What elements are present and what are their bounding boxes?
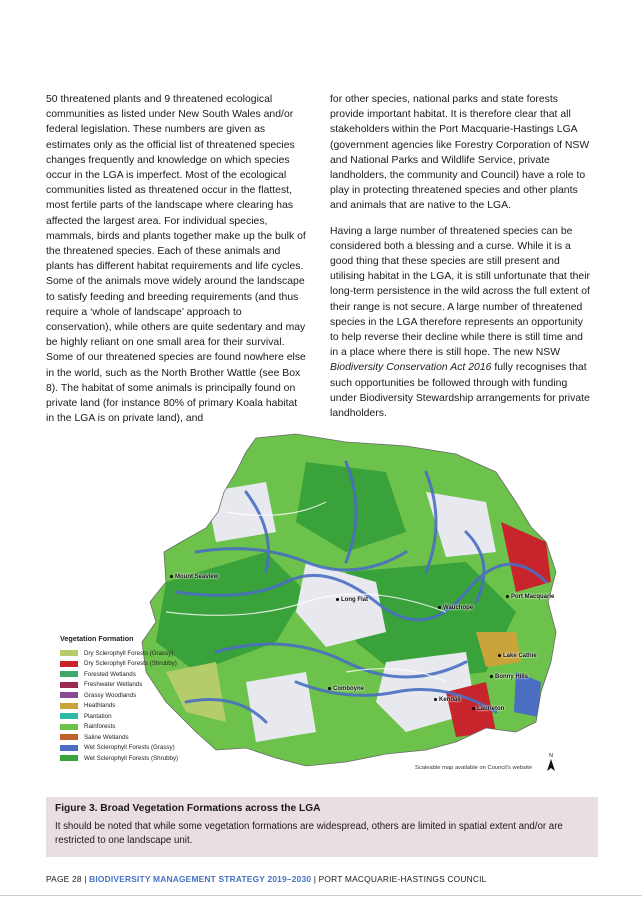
legend-swatch bbox=[60, 692, 78, 698]
town-label: Lake Cathie bbox=[498, 653, 537, 659]
map-note: Scaleable map available on Council's website bbox=[415, 765, 533, 771]
text-span: Having a large number of threatened species can be considered both a blessing and a curse. While it is a good thing that these species are still present and utilising habitat in the LGA, it is still unfortunate that their long-term persistence in the wild across the full extent of their range is not secure. A large number of threatened species in the LGA therefore represents an opportunity to help reverse their decline while there is still time and in a place where there is still hope. The new NSW bbox=[330, 225, 591, 359]
right-text-column bbox=[330, 92, 592, 431]
legend-label: Plantation bbox=[84, 712, 112, 720]
legend-label: Dry Sclerophyll Forests (Grassy) bbox=[84, 649, 174, 657]
figure-caption bbox=[46, 797, 598, 857]
town-label: Kendall bbox=[434, 697, 461, 703]
town-label: Bonny Hills bbox=[490, 674, 528, 680]
legend-item bbox=[60, 690, 230, 701]
legend-label: Wet Sclerophyll Forests (Grassy) bbox=[84, 744, 175, 752]
council-name: PORT MACQUARIE-HASTINGS COUNCIL bbox=[318, 874, 487, 884]
legend-item bbox=[60, 753, 230, 764]
strategy-title: BIODIVERSITY MANAGEMENT STRATEGY 2019–2030 bbox=[89, 874, 312, 884]
legend-swatch bbox=[60, 724, 78, 730]
legend-swatch bbox=[60, 745, 78, 751]
footer-separator: | bbox=[84, 874, 87, 884]
legend-swatch bbox=[60, 713, 78, 719]
legend-label: Dry Sclerophyll Forests (Shrubby) bbox=[84, 660, 177, 668]
caption-title: Figure 3. Broad Vegetation Formations across the LGA bbox=[55, 803, 321, 814]
legend-item bbox=[60, 732, 230, 743]
legend-rows bbox=[60, 648, 230, 764]
legend-label: Forested Wetlands bbox=[84, 670, 136, 678]
town-label: Port Macquarie bbox=[506, 594, 554, 600]
legend-label: Grassy Woodlands bbox=[84, 691, 137, 699]
legend-item bbox=[60, 659, 230, 670]
page-number: PAGE 28 bbox=[46, 874, 82, 884]
legend-swatch bbox=[60, 703, 78, 709]
caption-body: It should be noted that while some vegetation formations are widespread, others are limited in spatial extent and/or are restricted to one landscape unit. bbox=[55, 821, 563, 846]
town-label: Mount Seaview bbox=[170, 574, 218, 580]
legend-item bbox=[60, 743, 230, 754]
legend-swatch bbox=[60, 650, 78, 656]
legend-item bbox=[60, 722, 230, 733]
legend-item bbox=[60, 680, 230, 691]
left-text-column bbox=[46, 92, 308, 436]
north-arrow-icon bbox=[545, 752, 557, 772]
town-label: Long Flat bbox=[336, 597, 368, 603]
legend-item bbox=[60, 669, 230, 680]
page-footer bbox=[46, 874, 486, 884]
north-label: N bbox=[549, 753, 553, 759]
town-label: Comboyne bbox=[328, 686, 364, 692]
legend-label: Wet Sclerophyll Forests (Shrubby) bbox=[84, 754, 179, 762]
town-label: Wauchope bbox=[438, 605, 473, 611]
legend-swatch bbox=[60, 755, 78, 761]
legend-label: Freshwater Wetlands bbox=[84, 681, 143, 689]
legend-label: Saline Wetlands bbox=[84, 733, 129, 741]
legend-item bbox=[60, 701, 230, 712]
body-paragraph bbox=[330, 224, 592, 422]
body-paragraph: for other species, national parks and state forests provide important habitat. It is therefore clear that all stakeholders within the Port Macquarie-Hastings LGA (government agencies like Forestry Corporation of NSW and National Parks and Wildlife Service, private landholders, the community and Council) have a role to play in protecting threatened species and other plants and animals that are native to the LGA. bbox=[330, 94, 590, 212]
footer-divider bbox=[0, 895, 642, 896]
town-label: Laurieton bbox=[472, 706, 504, 712]
legend-label: Heathlands bbox=[84, 702, 116, 710]
legend-item bbox=[60, 711, 230, 722]
legend-item bbox=[60, 648, 230, 659]
body-paragraph: 50 threatened plants and 9 threatened ecological communities as listed under New South Wales and/or federal legislation. These numbers are given as estimates only as the official list of threatened species changes frequently and knowledge on which species occur in the LGA is imperfect. Most of the ecological communities listed as threatened occur in the flattest, most fertile parts of the landscape where clearing has affected the largest area. For individual species, mammals, birds and plants together make up the bulk of the threatened species. Each of these animals and plants has different habitat requirements and life cycles. Some of the animals move widely around the landscape to satisfy feeding and breeding requirements (and thus require a ‘whole of landscape’ approach to conservation), while others are quite sedentary and may be highly reliant on one small area for their survival. Some of our threatened species are found nowhere else in the world, such as the North Brother Wattle (see Box 8). The habitat of some animals is principally found on private land (for instance 80% of primary Koala habitat in the LGA is on private land), and bbox=[46, 94, 306, 425]
footer-separator: | bbox=[313, 874, 317, 884]
legend-swatch bbox=[60, 682, 78, 688]
legend-swatch bbox=[60, 671, 78, 677]
text-span: fully recognises that such opportunities be followed through with funding under Biodiversity Stewardship arrangements for private landholders. bbox=[330, 362, 590, 420]
act-title: Biodiversity Conservation Act 2016 bbox=[330, 362, 492, 374]
legend-swatch bbox=[60, 661, 78, 667]
legend-swatch bbox=[60, 734, 78, 740]
map-legend bbox=[60, 634, 230, 764]
legend-title: Vegetation Formation bbox=[60, 634, 134, 643]
legend-label: Rainforests bbox=[84, 723, 116, 731]
